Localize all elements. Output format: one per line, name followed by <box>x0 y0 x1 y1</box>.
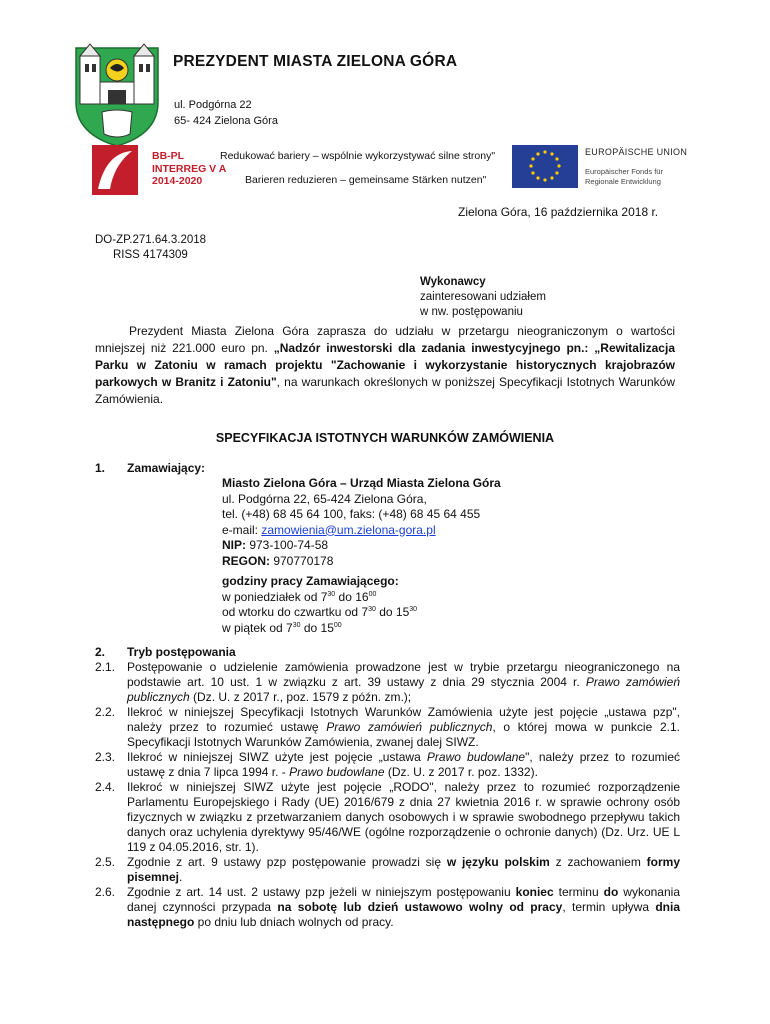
section-title: Tryb postępowania <box>127 645 236 659</box>
riss-number: RISS 4174309 <box>113 249 188 261</box>
address-line: 65- 424 Zielona Góra <box>174 115 278 127</box>
hours-row: w piątek od $7^{30}$ do $15^{00}$ <box>222 620 342 635</box>
list-item: 2.1. Postępowanie o udzielenie zamówienia prowadzone jest w trybie przetargu nieograniczonego na podstawie art. 10 ust. 1 w związku z art. 39 ustawy z dnia 29 stycznia 2004 r. Prawo zamówień publicznych (Dz. U. z 2017 r., poz. 1579 z późn. zm.); <box>95 660 680 704</box>
section-title: Zamawiający: <box>127 461 206 475</box>
recipient-block <box>420 275 546 320</box>
program-line: 2014-2020 <box>152 175 203 187</box>
intro-text: Prezydent Miasta Zielona Góra zaprasza do udziału w przetargu nieograniczonym o wartości mniejszej niż 221.000 euro pn. <box>95 324 675 355</box>
address-line: ul. Podgórna 22 <box>174 99 252 111</box>
authority-name: Miasto Zielona Góra – Urząd Miasta Zielona Góra <box>222 476 501 490</box>
email-label: e-mail: <box>222 522 262 537</box>
nip-line <box>222 538 501 554</box>
case-number: DO-ZP.271.64.3.2018 <box>95 234 207 246</box>
list-item: 2.2. Ilekroć w niniejszej Specyfikacji Istotnych Warunków Zamówienia użyte jest pojęcie „ustawa pzp", należy przez to rozumieć ustawę Prawo zamówień publicznych, o której mowa w punkcie 2.1. Specyfikacji Istotnych Warunków Zamówienia, zwanej dalej SIWZ. <box>95 705 680 749</box>
program-line: BB-PL <box>152 150 185 162</box>
nip-value: 973-100-74-58 <box>246 538 329 552</box>
fund-line: Europäischer Fonds für <box>585 167 663 176</box>
program-line: INTERREG V A <box>152 162 227 175</box>
list-item: 2.5. Zgodnie z art. 9 ustawy pzp postępowanie prowadzi się w języku polskim z zachowaniem formy pisemnej. <box>95 855 680 884</box>
authority-address: ul. Podgórna 22, 65-424 Zielona Góra, <box>222 491 427 506</box>
recipient-title: Wykonawcy <box>420 276 486 288</box>
slogan-german: Barieren reduzieren – gemeinsame Stärken nutzen" <box>245 174 487 186</box>
authority-phone: tel. (+48) 68 45 64 100, faks: (+48) 68 45 64 455 <box>222 507 481 521</box>
regon-value: 970770178 <box>270 553 334 568</box>
intro-text: , na warunkach określonych w poniższej Specyfikacji Istotnych Warunków Zamówienia. <box>95 375 675 406</box>
recipient-line: zainteresowani udziałem <box>420 291 546 303</box>
section-heading <box>95 645 680 660</box>
sender-address <box>174 97 278 129</box>
section-procedure <box>95 645 680 930</box>
intro-paragraph <box>95 323 675 408</box>
list-item: 2.4. Ilekroć w niniejszej SIWZ użyte jest pojęcie „RODO", należy przez to rozumieć rozporządzenie Parlamentu Europejskiego i Rady (UE) 2016/679 z dnia 27 kwietnia 2016 r. w sprawie ochrony osób fizycznych w związku z przetwarzaniem danych osobowych i w sprawie swobodnego przepływu takich danych oraz uchylenia dyrektywy 95/46/WE (ogólne rozporządzenie o ochronie danych) (Dz. Urz. UE L 119 z 04.05.2016, str. 1). <box>95 780 680 854</box>
list-item: 2.3. Ilekroć w niniejszej SIWZ użyte jest pojęcie „ustawa Prawo budowlane", należy przez to rozumieć ustawę z dnia 7 lipca 1994 r. - Prawo budowlane (Dz. U. z 2017 r. poz. 1332). <box>95 750 681 779</box>
eu-flag-icon <box>512 145 578 188</box>
eu-fund-label <box>585 167 663 187</box>
regon-label: REGON: <box>222 553 270 568</box>
section-number: 1. <box>95 461 106 475</box>
email-link[interactable]: zamowienia@um.zielona-gora.pl <box>261 522 436 537</box>
regon-line <box>222 554 501 570</box>
fund-line: Regionale Entwicklung <box>585 177 661 186</box>
document-date: Zielona Góra, 16 października 2018 r. <box>458 205 659 219</box>
section-number: 2. <box>95 645 106 659</box>
nip-label: NIP: <box>222 538 246 552</box>
contracting-authority <box>222 476 501 569</box>
list-item: 2.6. Zgodnie z art. 14 ust. 2 ustawy pzp jeżeli w niniejszym postępowaniu koniec terminu do wykonania danej czynności przypada na sobotę lub dzień ustawowo wolny od pracy, termin upływa dnia następnego po dniu lub dniach wolnych od pracy. <box>95 885 681 929</box>
hours-title: godziny pracy Zamawiającego: <box>222 574 399 588</box>
interreg-logo-icon <box>92 145 138 195</box>
recipient-line: w nw. postępowaniu <box>420 306 523 318</box>
coat-of-arms-logo <box>72 42 162 148</box>
page-title: PREZYDENT MIASTA ZIELONA GÓRA <box>173 53 458 70</box>
authority-email-line <box>222 523 501 539</box>
hours-row: w poniedziałek od $7^{30}$ do $16^{00}$ <box>222 589 377 604</box>
reference-numbers <box>95 233 206 263</box>
interreg-program-label <box>152 150 226 188</box>
tender-name: „Nadzór inwestorski dla zadania inwestycyjnego pn.: „Rewitalizacja Parku w Zatoniu w ramach projektu "Zachowanie i wykorzystanie historycznych krajobrazów parkowych w Branitz i Zatoniu" <box>95 341 675 389</box>
slogan-polish: Redukować bariery – wspólnie wykorzystywać silne strony" <box>220 150 496 162</box>
hours-row: od wtorku do czwartku od $7^{30}$ do $15^{30}$ <box>222 605 418 619</box>
office-hours <box>222 574 417 636</box>
spec-heading: SPECYFIKACJA ISTOTNYCH WARUNKÓW ZAMÓWIENIA <box>215 431 555 445</box>
eu-title: EUROPÄISCHE UNION <box>585 147 688 157</box>
